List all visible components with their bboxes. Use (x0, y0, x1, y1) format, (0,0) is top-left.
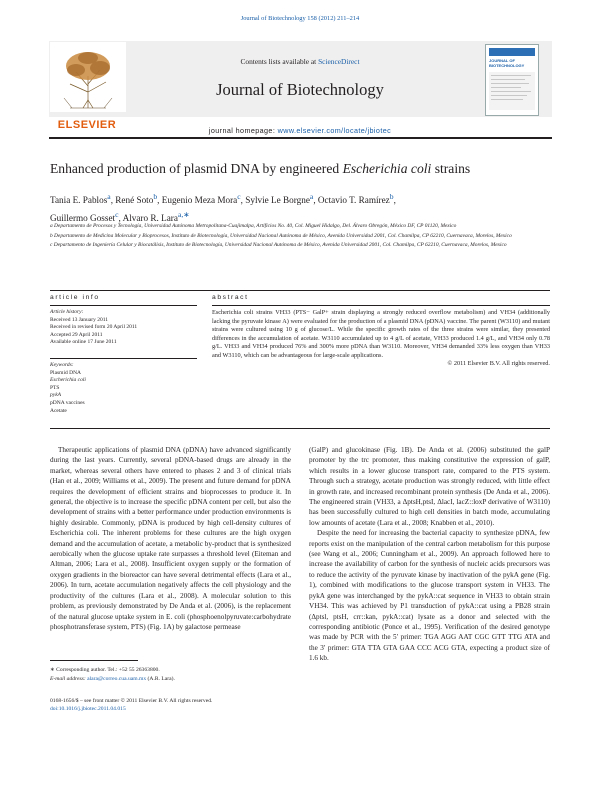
elsevier-tree-logo-icon (50, 42, 126, 112)
author-name: Eugenio Meza Mora (161, 195, 238, 206)
keywords (50, 362, 197, 415)
footnote-rule (50, 660, 138, 661)
abstract-copyright: © 2011 Elsevier B.V. All rights reserved. (447, 360, 550, 367)
keyword: pykA (50, 392, 61, 399)
footnotes (50, 666, 295, 684)
issn-doi-block (50, 697, 310, 713)
article-info-heading: article info (50, 294, 100, 301)
history-item: Available online 17 June 2011 (50, 339, 117, 345)
journal-homepage (140, 126, 460, 135)
section-rule (50, 428, 550, 429)
author-name: Sylvie Le Borgne (245, 195, 310, 206)
affiliation-a: a Departamento de Procesos y Tecnología, Universidad Autónoma Metropolitana-Cuajimalpa, Artificios No. 40, Col. Miguel Hidalgo, Del. Álvaro Obregón, México DF, CP 01120, Mexico (50, 223, 457, 229)
body-paragraph: Despite the need for increasing the bacterial capacity to synthesize pDNA, few reports exist on the manipulation of the central carbon metabolism for this purpose (see Wang et al., 2006; Cunningham et al., 2009). An approach followed here to increase the availability of carbon for the synthesis of nucleic acids precursors was to reduce the activity of the pyruvate kinase by inactivation of the pykA gene (Fig. 1), combined with modifications to the glucose transport system in VH33. The pykA gene was interchanged by the pykA::cat sequence in VH33 to obtain strain VH34. This was achieved by P1 transduction of pykA::cat using a PB28 strain (Δptsl, ptsH, crr::kan, pykA::cat) lysate as a donor and selected with the corresponding antibiotic (Ponce et al., 1995). Verification of the desired genotype was made by PCR with the 5′ primer: TGA AGG AAT CGC GTT TTG ATA and the 3′ primer: GTA TTA GTA GAA CCC ACG GTA, expecting a product size of 1.6 kb. (309, 529, 550, 663)
article-title (50, 161, 550, 177)
body-column-right (309, 445, 550, 664)
author-affil-mark[interactable]: c (237, 192, 241, 201)
history-item: Received 13 January 2011 (50, 316, 108, 323)
sciencedirect-link[interactable]: ScienceDirect (318, 57, 360, 66)
journal-name: Journal of Biotechnology (216, 80, 384, 99)
doi-link[interactable]: doi:10.1016/j.jbiotec.2011.04.015 (50, 706, 126, 712)
affiliations (50, 222, 550, 251)
history-item: Received in revised form 20 April 2011 (50, 324, 138, 330)
homepage-label: journal homepage: (208, 126, 278, 135)
contents-prefix: Contents lists available at (240, 57, 319, 66)
author-affil-mark[interactable]: a (107, 192, 111, 201)
title-suffix: strains (431, 161, 471, 176)
keywords-heading: Keywords: (50, 362, 74, 368)
email-label: E-mail address: (50, 675, 86, 682)
affiliation-c: c Departamento de Ingeniería Celular y Biocatálisis, Instituto de Biotecnología, Universidad Nacional Autónoma de México, Avenida Universidad 2001, Col. Chamilpa, CP 62210, Cuernavaca, Morelos, Mexico (50, 242, 507, 249)
cover-band (489, 48, 535, 56)
journal-citation[interactable]: Journal of Biotechnology 158 (2012) 211–214 (240, 15, 360, 22)
affiliation-b: b Departamento de Medicina Molecular y Bioprocesos, Instituto de Biotecnología, Universidad Nacional Autónoma de México, Avenida Universidad 2001, Col. Chamilpa, CP 62210, Cuernavaca, Morelos, Mexico (50, 232, 512, 239)
corresponding-author: ∗ Corresponding author. Tel.: +52 55 26363800. (50, 667, 160, 673)
keyword: pDNA vaccines (50, 399, 85, 406)
article-info-rule (50, 305, 197, 306)
section-rule (50, 290, 550, 291)
author-affil-mark[interactable]: b (389, 192, 394, 201)
history-item: Accepted 29 April 2011 (50, 331, 103, 338)
author-name: Alvaro R. Lara (122, 212, 178, 223)
keyword: Acetate (50, 407, 67, 414)
author-name: René Soto (115, 195, 154, 206)
abstract-body (212, 309, 550, 369)
email-line (50, 675, 295, 684)
header-rule (49, 137, 552, 139)
author-name: Tania E. Pablos (50, 195, 108, 206)
author-affil-mark[interactable]: a (309, 192, 314, 201)
cover-title: JOURNAL OF BIOTECHNOLOGY (489, 58, 525, 68)
history-heading: Article history: (50, 309, 84, 315)
article-history (50, 309, 197, 347)
issn-line: 0168-1656/$ – see front matter © 2011 Elsevier B.V. All rights reserved. (50, 698, 213, 704)
author-affil-mark[interactable]: b (153, 192, 158, 201)
title-text: Enhanced production of plasmid DNA by engineered (50, 161, 343, 176)
body-paragraph: (GalP) and glucokinase (Fig. 1B). De Anda et al. (2006) substituted the galP promoter by the trc promoter, thus making constitutive the expression of galP, which results in a lower glucose transport rate, compared to the PTS system. Through such a strategy, acetate production was strongly reduced, with little effect in growth rate, and increased recombinant protein synthesis (De Anda et al., 2006). The engineered strain (VH33, a ΔptsH,ptsI, ΔlacI, lacZ::loxP derivative of W3110) has been successfully cultured to high cell densities in batch mode, accumulating low amounts of acetate (Lara et al., 2008; Knabben et al., 2010). (309, 446, 550, 527)
email-suffix: (A.R. Lara). (147, 675, 175, 682)
title-organism: Escherichia coli (342, 161, 432, 176)
keyword: Plasmid DNA (50, 369, 82, 376)
keyword: PTS (50, 384, 60, 391)
author-name: Octavio T. Ramírez (317, 195, 390, 206)
email-link[interactable]: alara@correo.cua.uam.mx (87, 675, 147, 682)
body-column-left (50, 445, 291, 632)
publisher-wordmark: ELSEVIER (57, 119, 117, 131)
contents-line (140, 57, 460, 66)
author-list: Tania E. Pablos$^a$, René Soto$^b$, Eugenio Meza Mora$^c$, Sylvie Le Borgne$^a$, Octavio T. Ramírez$^b$, Guillermo Gosset$^c$, Alvaro R. Lara$^{a,∗}$ (50, 192, 396, 223)
abstract-heading: abstract (212, 294, 249, 301)
cover-body (489, 72, 535, 110)
author-name: Guillermo Gosset (50, 212, 116, 223)
author-affil-mark[interactable]: a,∗ (177, 209, 190, 219)
homepage-link[interactable]: www.elsevier.com/locate/jbiotec (277, 126, 392, 135)
keyword: Escherichia coli (50, 377, 86, 384)
keywords-rule (50, 358, 197, 359)
abstract-rule (212, 305, 550, 306)
abstract-text: Escherichia coli strains VH33 (PTS− GalP+ strain displaying a strongly reduced overflow metabolism) and VH34 (additionally lacking the pyruvate kinase A) were evaluated for the production of a plasmid DNA (pDNA) vaccine. The parent (W3110) and mutant strains were cultured using 10 g of glucose/L. While the specific growth rates of the three strains were similar, they presented differences in the accumulation of acetate. W3110 accumulated up to 4 g/L of acetate, VH33 produced 1.4 g/L, and VH34 only 0.78 g/L. VH33 and VH34 produced 76% and 300% more pDNA than W3110. Moreover, VH34 demanded 33% less oxygen than VH33 and W3110, which can be advantageous for large-scale applications. (212, 309, 550, 359)
journal-cover-thumbnail (485, 44, 539, 116)
author-affil-mark[interactable]: c (115, 209, 119, 219)
body-paragraph: Therapeutic applications of plasmid DNA (pDNA) have advanced significantly during the last years. Currently, several pDNA-based drugs are already in the market, whereas several others have entered to phases 2 and 3 of clinical trials (Han et al., 2009; Williams et al., 2009). The present and future demand for pDNA requires the development of efficient strains and bioprocesses to produce it. In general, the objective is to increase the specific pDNA content per cell, but also the development of strains with a better performance under production environments is highly desirable. Commonly, pDNA is produced by high cell-density cultures of Escherichia coli. The inherent problems for these cultures are the high oxygen demand and the accumulation of acetate, a metabolic by-product that is synthesized aerobically when the glucose uptake rate surpasses a threshold level (Eiteman and Altman, 2006; Lara et al., 2008). Insufficient oxygen supply or the formation of oxygen gradients in the bioreactor can have several detrimental effects (Lara et al., 2006). In turn, acetate accumulation negatively affects the cell physiology and the productivity of the cultures (Lara et al., 2008). A molecular solution to this problem, as previously demonstrated by De Anda et al. (2006), is the replacement of the natural glucose uptake system in E. coli (phosphoenolpyruvate:carbohydrate phosphotransferase system, PTS) (Fig. 1A) by galactose permease (50, 446, 291, 631)
